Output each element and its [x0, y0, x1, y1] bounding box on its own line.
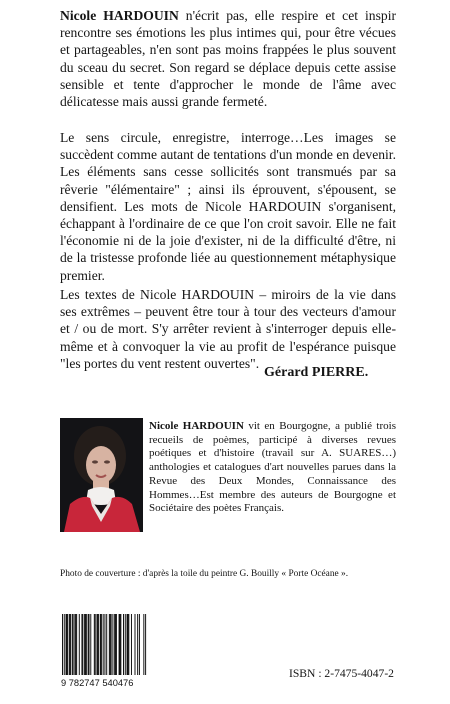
- barcode-bar: [127, 614, 128, 675]
- barcode-bar: [114, 614, 115, 675]
- barcode-bar: [66, 614, 67, 675]
- barcode-bar: [116, 614, 117, 675]
- barcode-bar: [67, 614, 68, 675]
- barcode-bar: [81, 614, 82, 675]
- barcode-bar: [123, 614, 124, 675]
- barcode-bar: [76, 614, 77, 675]
- barcode-bar: [110, 614, 111, 675]
- author-photo: [60, 418, 143, 532]
- barcode-bar: [100, 614, 101, 675]
- barcode-bar: [112, 614, 113, 675]
- barcode-bar: [115, 614, 116, 675]
- barcode-bar: [109, 614, 110, 675]
- barcode-bar: [125, 614, 126, 675]
- barcode-bar: [62, 614, 63, 675]
- barcode-bar: [66, 614, 67, 675]
- barcode-bar: [106, 614, 107, 675]
- barcode-bar: [135, 614, 136, 675]
- barcode-bar: [103, 614, 104, 675]
- barcode-bar: [98, 614, 99, 675]
- intro-author-name: Nicole HARDOUIN: [60, 8, 179, 23]
- barcode-bar: [64, 614, 65, 675]
- barcode-bar: [70, 614, 71, 675]
- barcode-bar: [72, 614, 73, 675]
- barcode-bar: [85, 614, 86, 675]
- barcode: [60, 612, 148, 688]
- barcode-bar: [145, 614, 146, 675]
- third-paragraph: Les textes de Nicole HARDOUIN – miroirs de la vie dans ses extrêmes – peuvent être tour à tour des vecteurs d'amour et / ou de mort. S'y arrêter revient à s'interroger depuis elle-même et à convoquer la vie au profit de l'espérance puisque "les portes du vent restent ouvertes".: [60, 287, 396, 371]
- barcode-bar: [69, 614, 70, 675]
- barcode-bar: [90, 614, 91, 675]
- second-paragraph: Le sens circule, enregistre, interroge…Les images se succèdent comme autant de tentations d'un monde en devenir. Les éléments sans cesse sollicités sont transmués par sa rêverie "élémentaire" ; ainsi ils éprouvent, s'épousent, se densifient. Les mots de Nicole HARDOUIN s'organisent, échappant à l'ordinaire de ce que l'on croit savoir. Elle ne fait l'économie ni de la joie d'exister, ni de la difficulté d'être, ni de la tristesse profonde liée au questionnement métaphysique premier.: [60, 130, 396, 283]
- barcode-bar: [97, 614, 98, 675]
- barcode-bar: [74, 614, 75, 675]
- barcode-bar: [75, 614, 76, 675]
- barcode-number: 9 782747 540476: [61, 678, 134, 688]
- barcode-bar: [82, 614, 83, 675]
- barcode-bar: [94, 614, 95, 675]
- barcode-bar: [84, 614, 85, 675]
- barcode-bar: [89, 614, 90, 675]
- barcode-bar: [119, 614, 120, 675]
- barcode-bar: [119, 614, 120, 675]
- barcode-bar: [79, 614, 80, 675]
- barcode-bar: [86, 614, 87, 675]
- barcode-bar: [95, 614, 96, 675]
- intro-paragraph: [60, 7, 396, 110]
- cover-photo-credit: Photo de couverture : d'après la toile du peintre G. Bouilly « Porte Océane ».: [60, 569, 349, 579]
- barcode-bar: [137, 614, 138, 675]
- bio-author-name: Nicole HARDOUIN: [149, 420, 244, 432]
- barcode-bars: [60, 612, 148, 688]
- barcode-bar: [143, 614, 144, 675]
- barcode-bar: [104, 614, 105, 675]
- barcode-bar: [131, 614, 132, 675]
- intro-text: n'écrit pas, elle respire et cet inspir rencontre ses émotions les plus intimes qui, pour être vécues et partageables, n'en sont pas moins frappées le plus souvent du sceau du secret. Son regard se déplace depuis cette assise sensible et tente d'approcher le monde de l'âme avec délicatesse mais aussi grande fermeté.: [60, 8, 396, 110]
- isbn: ISBN : 2-7475-4047-2: [289, 667, 394, 680]
- barcode-bar: [73, 614, 74, 675]
- signature: Gérard PIERRE.: [264, 365, 369, 380]
- barcode-bar: [101, 614, 102, 675]
- barcode-bar: [128, 614, 129, 675]
- author-bio: [149, 420, 396, 516]
- barcode-bar: [111, 614, 112, 675]
- barcode-bar: [96, 614, 97, 675]
- barcode-bar: [88, 614, 89, 675]
- bio-text: vit en Bourgogne, a publié trois recueils de poèmes, participé à diverses revues poétiques et d'histoire (travail sur A. SUARES…) anthologies et catalogues d'art nouvelles parues dans la Revue des Deux Mondes, Connaissance des Hommes…Est membre des auteurs de Bourgogne et Sociétaire des poètes Français.: [149, 420, 396, 515]
- barcode-bar: [120, 614, 121, 675]
- barcode-bar: [139, 614, 140, 675]
- barcode-bar: [127, 614, 128, 675]
